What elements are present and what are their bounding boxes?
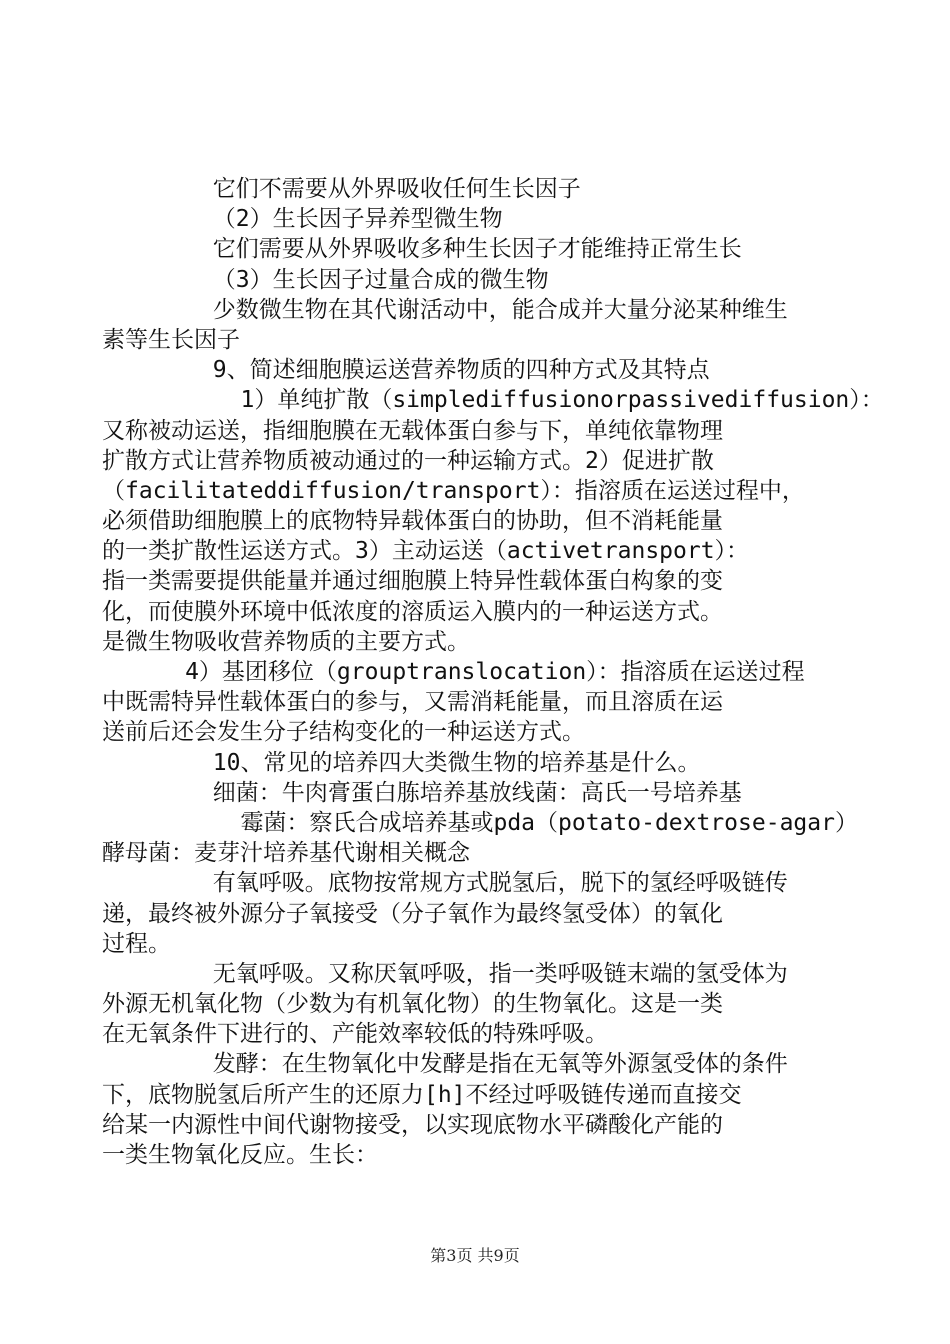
text-line: 送前后还会发生分子结构变化的一种运送方式。 [102, 719, 585, 746]
text-line: 又称被动运送，指细胞膜在无载体蛋白参与下，单纯依靠物理 [102, 417, 723, 444]
text-line: 指一类需要提供能量并通过细胞膜上特异性载体蛋白构象的变 [102, 568, 723, 595]
section-heading: 9、简述细胞膜运送营养物质的四种方式及其特点 [102, 357, 710, 384]
text-line: 的一类扩散性运送方式。3）主动运送（activetransport）： [102, 538, 750, 565]
text-line: 它们需要从外界吸收多种生长因子才能维持正常生长 [102, 236, 742, 263]
text-line: （3）生长因子过量合成的微生物 [102, 266, 549, 293]
text-line: 1）单纯扩散（simplediffusionorpassivediffusion）： [102, 387, 884, 414]
text-line: 酵母菌：麦芽汁培养基代谢相关概念 [102, 840, 470, 867]
text-line: 霉菌：察氏合成培养基或pda（potato-dextrose-agar） [102, 809, 858, 836]
text-line: 有氧呼吸。底物按常规方式脱氢后，脱下的氢经呼吸链传 [102, 870, 788, 897]
text-line: （facilitateddiffusion/transport）：指溶质在运送过程中， [102, 477, 805, 504]
text-line: 递，最终被外源分子氧接受（分子氧作为最终氢受体）的氧化 [102, 900, 723, 927]
text-line: （2）生长因子异养型微生物 [102, 206, 503, 233]
text-line: 素等生长因子 [102, 326, 240, 353]
page-number-footer: 第3页 共9页 [430, 1246, 520, 1265]
text-line: 是微生物吸收营养物质的主要方式。 [102, 628, 470, 655]
text-line: 发酵：在生物氧化中发酵是指在无氧等外源氢受体的条件 [102, 1051, 788, 1078]
text-line: 必须借助细胞膜上的底物特异载体蛋白的协助，但不消耗能量 [102, 508, 723, 535]
text-line: 给某一内源性中间代谢物接受，以实现底物水平磷酸化产能的 [102, 1111, 723, 1138]
text-line: 化，而使膜外环境中低浓度的溶质运入膜内的一种运送方式。 [102, 598, 723, 625]
text-line: 无氧呼吸。又称厌氧呼吸，指一类呼吸链末端的氢受体为 [102, 960, 788, 987]
section-heading: 10、常见的培养四大类微生物的培养基是什么。 [102, 749, 701, 776]
text-line: 一类生物氧化反应。生长： [102, 1142, 378, 1168]
text-line: 在无氧条件下进行的、产能效率较低的特殊呼吸。 [102, 1021, 608, 1048]
text-line: 它们不需要从外界吸收任何生长因子 [102, 176, 581, 202]
text-line: 外源无机氧化物（少数为有机氧化物）的生物氧化。这是一类 [102, 991, 723, 1018]
text-line: 少数微生物在其代谢活动中，能合成并大量分泌某种维生 [102, 296, 788, 323]
body-text [102, 174, 884, 1170]
text-line: 下，底物脱氢后所产生的还原力[h]不经过呼吸链传递而直接交 [102, 1081, 742, 1108]
text-line: 细菌：牛肉膏蛋白胨培养基放线菌：高氏一号培养基 [102, 779, 742, 806]
text-line: 4）基团移位（grouptranslocation）：指溶质在运送过程 [102, 659, 805, 685]
text-line: 扩散方式让营养物质被动通过的一种运输方式。2）促进扩散 [102, 447, 714, 474]
text-line: 中既需特异性载体蛋白的参与，又需消耗能量，而且溶质在运 [102, 689, 723, 716]
text-line: 过程。 [102, 930, 171, 957]
